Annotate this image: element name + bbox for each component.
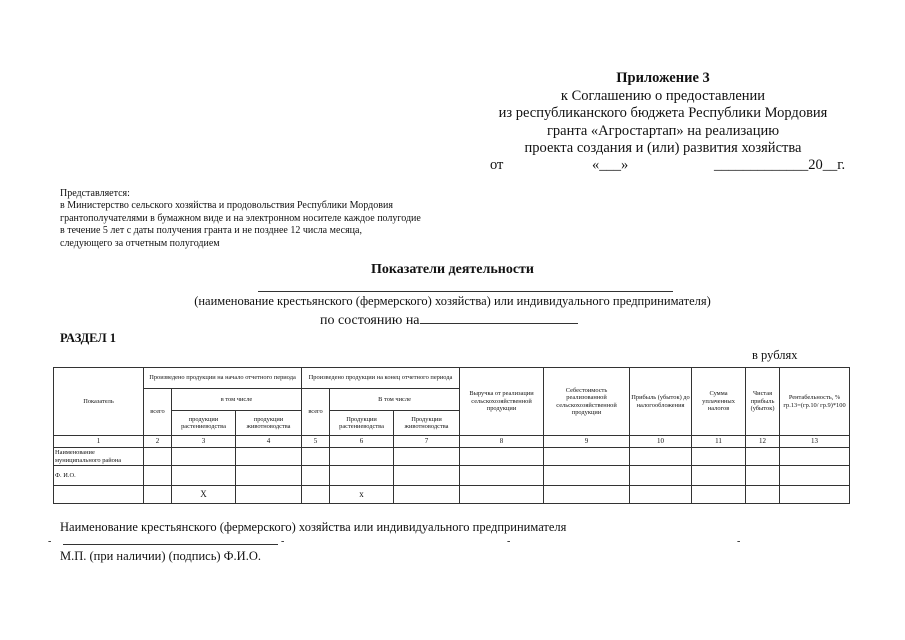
table-cell[interactable] [544, 466, 630, 486]
column-number: 5 [302, 436, 330, 448]
header-revenue: Выручка от реализации сельскохозяйственной продукции [460, 368, 544, 436]
table-cell[interactable] [302, 466, 330, 486]
header-animal-end: Продукции животноводства [394, 411, 460, 436]
table-cell[interactable] [236, 466, 302, 486]
name-caption: (наименование крестьянского (фермерского) хозяйства) или индивидуального предпринимателя) [194, 294, 711, 308]
table-cell[interactable] [780, 448, 850, 466]
state-date-row [320, 309, 578, 329]
table-cell[interactable] [394, 466, 460, 486]
table-cell[interactable] [746, 486, 780, 504]
indicators-table [53, 367, 850, 504]
header-return: Рентабельность, % гр.13=(гр.10/ гр.9)*100 [780, 368, 850, 436]
table-cell[interactable] [302, 486, 330, 504]
header-including-end: В том числе [330, 389, 460, 411]
table-row [54, 466, 850, 486]
section-label: РАЗДЕЛ 1 [60, 331, 117, 345]
table-cell[interactable] [692, 466, 746, 486]
header-including-start: в том числе [172, 389, 302, 411]
column-number: 11 [692, 436, 746, 448]
column-number: 8 [460, 436, 544, 448]
table-cell[interactable] [172, 448, 236, 466]
footer-name-label: Наименование крестьянского (фермерского) хозяйства или индивидуального предпринимателя [60, 520, 567, 534]
table-cell[interactable] [630, 466, 692, 486]
column-number: 13 [780, 436, 850, 448]
header-produced-end: Произведено продукции на конец отчетного периода [302, 368, 460, 389]
header-cost: Себестоимость реализованной сельскохозяйственной продукции [544, 368, 630, 436]
table-cell[interactable] [394, 448, 460, 466]
table-cell[interactable] [460, 448, 544, 466]
table-cell[interactable] [172, 466, 236, 486]
units-label: в рублях [752, 348, 798, 362]
column-number: 9 [544, 436, 630, 448]
column-number: 3 [172, 436, 236, 448]
header-animal-start: продукции животноводства [236, 411, 302, 436]
column-number: 10 [630, 436, 692, 448]
name-fill-line [258, 291, 673, 292]
header-total-start: всего [144, 389, 172, 436]
dash-mark: - [507, 536, 511, 547]
submission-line: Представляется: [60, 188, 130, 199]
submission-line: в течение 5 лет с даты получения гранта и не позднее 12 числа месяца, [60, 225, 362, 237]
state-date-blank [420, 309, 578, 324]
from-label: от [490, 157, 504, 173]
state-label: по состоянию на [320, 313, 420, 328]
table-cell[interactable] [544, 486, 630, 504]
day-field: «___» [592, 157, 629, 173]
appendix-title: Приложение 3 [616, 70, 710, 86]
row-label-district: Наименование муниципального района [54, 448, 144, 466]
table-row [54, 448, 850, 466]
table-cell[interactable] [630, 448, 692, 466]
header-taxes: Сумма уплаченных налогов [692, 368, 746, 436]
row-label-full-name: Ф. И.О. [54, 466, 144, 486]
table-cell[interactable] [302, 448, 330, 466]
year-field: _____________20__г. [714, 157, 846, 173]
table-cell[interactable] [460, 486, 544, 504]
table-cell[interactable] [692, 448, 746, 466]
agreement-date-row [490, 157, 850, 175]
table-cell[interactable] [746, 466, 780, 486]
column-number: 7 [394, 436, 460, 448]
submission-line: грантополучателями в бумажном виде и на электронном носителе каждое полугодие [60, 212, 421, 224]
footer-fill-line [63, 544, 278, 545]
table-cell[interactable] [330, 466, 394, 486]
column-number: 4 [236, 436, 302, 448]
cross-mark: Х [172, 486, 236, 504]
appendix-line: гранта «Агростартап» на реализацию [546, 122, 780, 139]
table-cell[interactable] [692, 486, 746, 504]
submission-line: в Министерство сельского хозяйства и продовольствия Республики Мордовия [60, 200, 393, 212]
table-cell[interactable] [144, 466, 172, 486]
column-number: 1 [54, 436, 144, 448]
table-cell[interactable] [630, 486, 692, 504]
appendix-line: из республиканского бюджета Республики Мордовия [498, 105, 828, 121]
column-number: 2 [144, 436, 172, 448]
dash-mark: - [48, 536, 52, 547]
header-profit: Прибыль (убыток) до налогообложения [630, 368, 692, 436]
table-cell[interactable] [236, 486, 302, 504]
table-cell[interactable] [746, 448, 780, 466]
header-crop-end: Продукции растениеводства [330, 411, 394, 436]
column-number: 12 [746, 436, 780, 448]
header-crop-start: продукции растениеводства [172, 411, 236, 436]
table-cell[interactable] [394, 486, 460, 504]
table-cell[interactable] [780, 466, 850, 486]
document-title: Показатели деятельности [371, 262, 534, 277]
table-cell[interactable] [144, 448, 172, 466]
submission-note [60, 188, 421, 250]
submission-line: следующего за отчетным полугодием [60, 237, 220, 249]
header-net-profit: Чистая прибыль (убыток) [746, 368, 780, 436]
table-cell[interactable] [236, 448, 302, 466]
table-cell[interactable] [144, 486, 172, 504]
cross-mark: х [330, 486, 394, 504]
table-row [54, 486, 850, 504]
dash-mark: - [737, 536, 741, 547]
table-cell[interactable] [460, 466, 544, 486]
table-cell[interactable] [330, 448, 394, 466]
header-indicator: Показатель [54, 368, 144, 436]
appendix-line: к Соглашению о предоставлении [560, 87, 766, 104]
header-total-end: всего [302, 389, 330, 436]
table-cell[interactable] [780, 486, 850, 504]
table-cell[interactable] [54, 486, 144, 504]
dash-mark: - [281, 536, 285, 547]
header-produced-start: Произведено продукции на начало отчетного периода [144, 368, 302, 389]
appendix-line: проекта создания и (или) развития хозяйства [524, 140, 802, 156]
table-cell[interactable] [544, 448, 630, 466]
appendix-header [483, 70, 843, 158]
column-number: 6 [330, 436, 394, 448]
signature-label: М.П. (при наличии) (подпись) Ф.И.О. [60, 549, 261, 563]
